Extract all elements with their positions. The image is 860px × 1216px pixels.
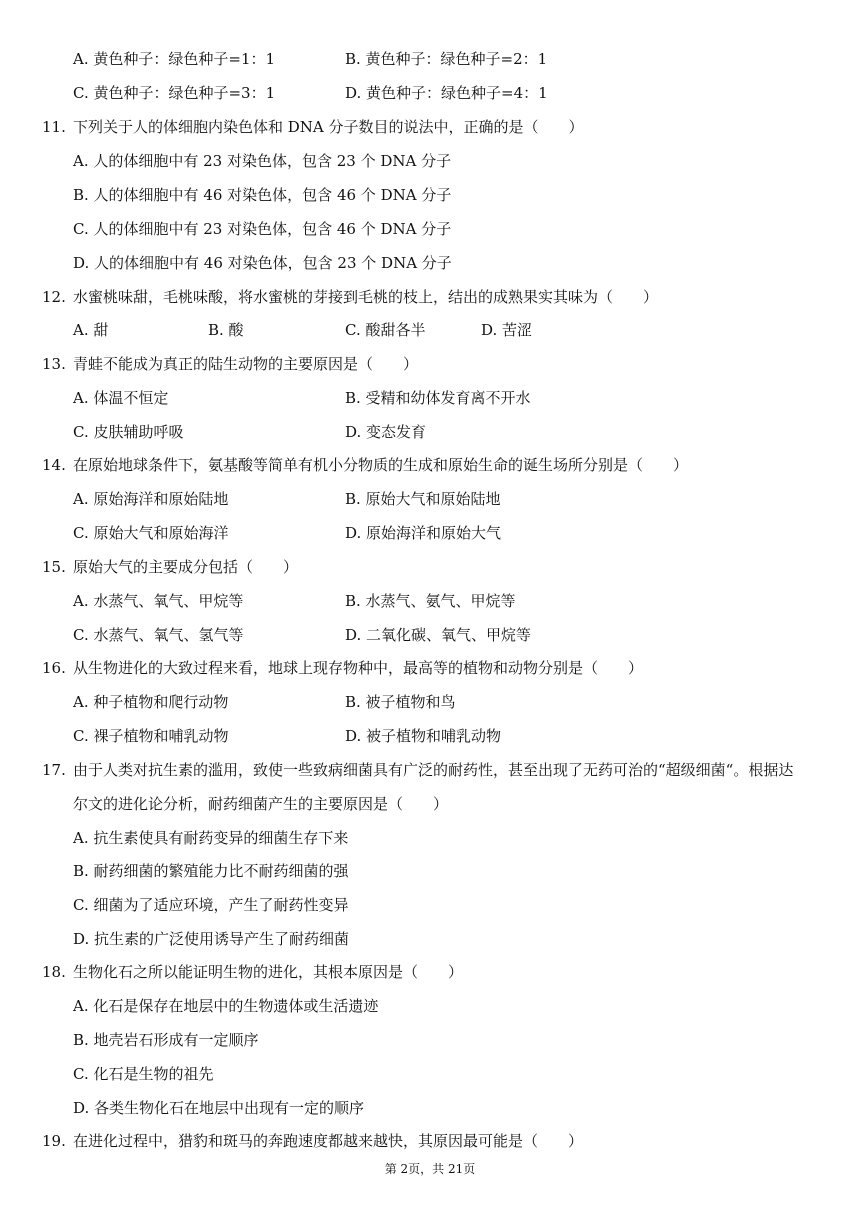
question-stem: 水蜜桃味甜，毛桃味酸，将水蜜桃的芽接到毛桃的枝上，结出的成熟果实其味为（ ） xyxy=(73,288,659,306)
option-a: A. 抗生素使具有耐药变异的细菌生存下来 xyxy=(73,829,349,847)
question-stem: 从生物进化的大致过程来看，地球上现存物种中，最高等的植物和动物分别是（ ） xyxy=(73,659,644,677)
option-c: C. 黄色种子：绿色种子=3：1 xyxy=(73,84,276,102)
option-d: D. 各类生物化石在地层中出现有一定的顺序 xyxy=(73,1099,365,1117)
option-b: B. 耐药细菌的繁殖能力比不耐药细菌的强 xyxy=(73,862,349,880)
option-d: D. 变态发育 xyxy=(345,423,427,441)
question-number: 15. xyxy=(42,558,66,576)
page-number: 第 2页，共 21页 xyxy=(384,1162,476,1176)
option-a: A. 化石是保存在地层中的生物遗体或生活遗迹 xyxy=(73,997,379,1015)
option-a: A. 甜 xyxy=(73,321,109,339)
question-number: 14. xyxy=(42,456,66,474)
option-a: A. 黄色种子：绿色种子=1：1 xyxy=(73,50,276,68)
option-b: B. 原始大气和原始陆地 xyxy=(345,490,501,508)
option-b: B. 地壳岩石形成有一定顺序 xyxy=(73,1031,259,1049)
option-c: C. 水蒸气、氧气、氢气等 xyxy=(73,626,244,644)
question-number: 16. xyxy=(42,659,66,677)
question-stem: 在原始地球条件下，氨基酸等简单有机小分物质的生成和原始生命的诞生场所分别是（ ） xyxy=(73,456,689,474)
question-number: 17. xyxy=(42,761,66,779)
question-stem: 由于人类对抗生素的滥用，致使一些致病细菌具有广泛的耐药性，甚至出现了无药可治的“超级细菌“。根据达 xyxy=(73,761,794,779)
option-d: D. 黄色种子：绿色种子=4：1 xyxy=(345,84,548,102)
option-d: D. 被子植物和哺乳动物 xyxy=(345,727,502,745)
question-stem: 生物化石之所以能证明生物的进化，其根本原因是（ ） xyxy=(73,963,464,981)
option-a: A. 水蒸气、氧气、甲烷等 xyxy=(73,592,244,610)
question-number: 11. xyxy=(42,118,66,136)
option-c: C. 酸甜各半 xyxy=(345,321,426,339)
option-c: C. 人的体细胞中有 23 对染色体，包含 46 个 DNA 分子 xyxy=(73,220,452,238)
question-number: 12. xyxy=(42,288,66,306)
option-d: D. 抗生素的广泛使用诱导产生了耐药细菌 xyxy=(73,930,350,948)
option-a: A. 人的体细胞中有 23 对染色体，包含 23 个 DNA 分子 xyxy=(73,152,452,170)
option-b: B. 人的体细胞中有 46 对染色体，包含 46 个 DNA 分子 xyxy=(73,186,452,204)
question-number: 13. xyxy=(42,355,66,373)
option-a: A. 种子植物和爬行动物 xyxy=(73,693,229,711)
option-c: C. 原始大气和原始海洋 xyxy=(73,524,229,542)
option-c: C. 化石是生物的祖先 xyxy=(73,1065,214,1083)
option-d: D. 苦涩 xyxy=(481,321,533,339)
option-a: A. 体温不恒定 xyxy=(73,389,169,407)
option-a: A. 原始海洋和原始陆地 xyxy=(73,490,229,508)
question-number: 19. xyxy=(42,1132,66,1150)
option-c: C. 皮肤辅助呼吸 xyxy=(73,423,184,441)
question-number: 18. xyxy=(42,963,66,981)
question-stem: 在进化过程中，猎豹和斑马的奔跑速度都越来越快，其原因最可能是（ ） xyxy=(73,1132,584,1150)
question-stem-continued: 尔文的进化论分析，耐药细菌产生的主要原因是（ ） xyxy=(73,795,449,813)
question-stem: 青蛙不能成为真正的陆生动物的主要原因是（ ） xyxy=(73,355,419,373)
option-d: D. 原始海洋和原始大气 xyxy=(345,524,502,542)
option-b: B. 酸 xyxy=(208,321,244,339)
option-b: B. 水蒸气、氨气、甲烷等 xyxy=(345,592,516,610)
option-b: B. 黄色种子：绿色种子=2：1 xyxy=(345,50,548,68)
option-d: D. 二氧化碳、氧气、甲烷等 xyxy=(345,626,532,644)
option-c: C. 裸子植物和哺乳动物 xyxy=(73,727,229,745)
question-stem: 下列关于人的体细胞内染色体和 DNA 分子数目的说法中，正确的是（ ） xyxy=(73,118,584,136)
option-c: C. 细菌为了适应环境，产生了耐药性变异 xyxy=(73,896,349,914)
option-b: B. 受精和幼体发育离不开水 xyxy=(345,389,531,407)
option-b: B. 被子植物和鸟 xyxy=(345,693,456,711)
question-stem: 原始大气的主要成分包括（ ） xyxy=(73,558,299,576)
option-d: D. 人的体细胞中有 46 对染色体，包含 23 个 DNA 分子 xyxy=(73,254,452,272)
